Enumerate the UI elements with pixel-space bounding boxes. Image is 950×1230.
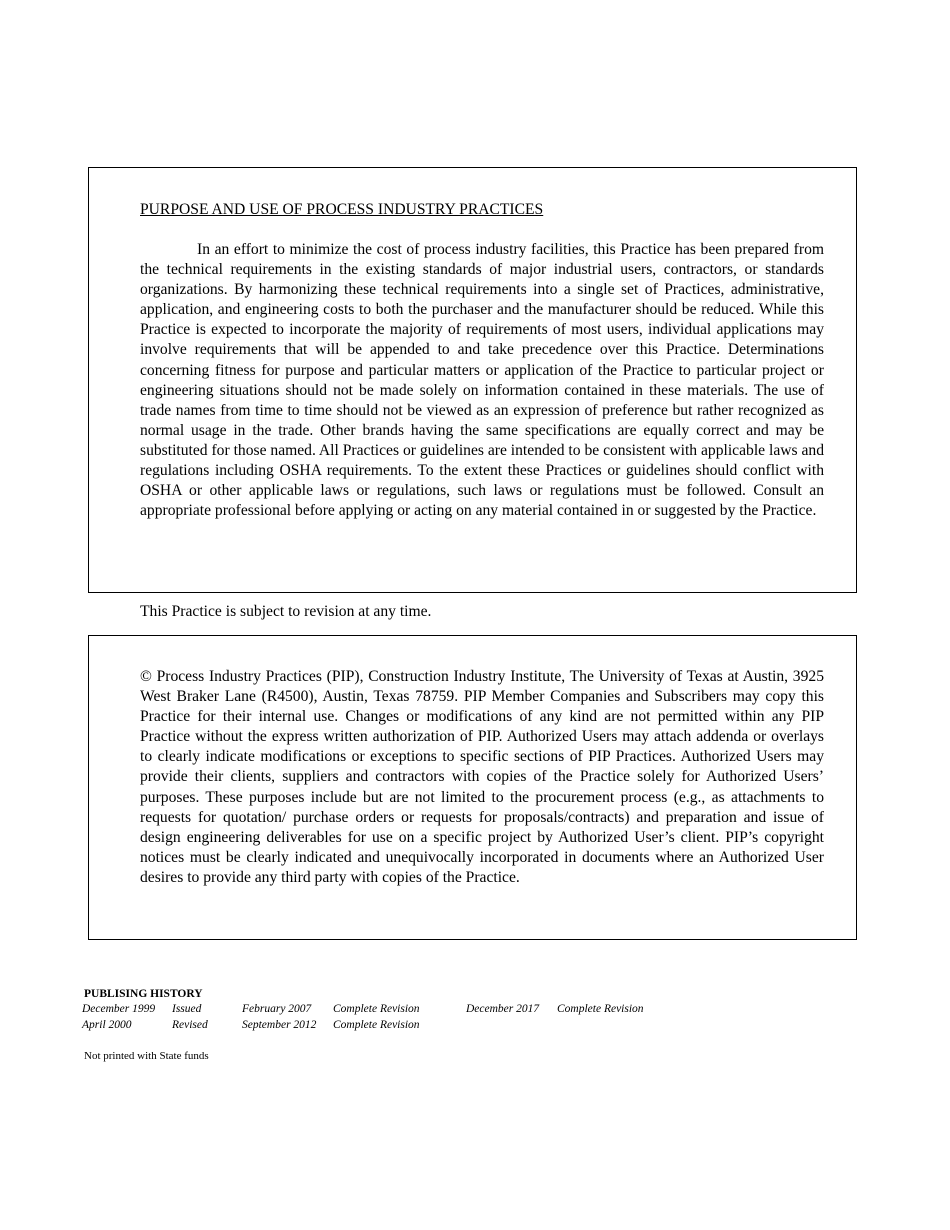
publishing-history-heading: PUBLISING HISTORY <box>84 988 203 1000</box>
history-action: Revised <box>172 1019 208 1031</box>
revision-note: This Practice is subject to revision at any time. <box>140 603 432 620</box>
history-action: Complete Revision <box>557 1003 644 1015</box>
history-date: December 2017 <box>466 1003 540 1015</box>
purpose-paragraph: In an effort to minimize the cost of process industry facilities, this Practice has been prepared from the technical requirements in the existing standards of major industrial users, contractors, or standards organizations. By harmonizing these technical requirements into a single set of Practices, administrative, application, and engineering costs to both the purchaser and the manufacturer should be reduced. While this Practice is expected to incorporate the majority of requirements of most users, individual applications may involve requirements that will be appended to and take precedence over this Practice. Determinations concerning fitness for purpose and particular matters or application of the Practice to particular project or engineering situations should not be made solely on information contained in these materials. The use of trade names from time to time should not be viewed as an expression of preference but rather recognized as normal usage in the trade. Other brands having the same specifications are equally correct and may be substituted for those named. All Practices or guidelines are intended to be consistent with applicable laws and regulations including OSHA requirements. To the extent these Practices or guidelines should conflict with OSHA or other applicable laws or regulations, such laws or regulations must be followed. Consult an appropriate professional before applying or acting on any material contained in or suggested by the Practice. <box>140 241 824 520</box>
history-date: April 2000 <box>82 1019 132 1031</box>
history-date: February 2007 <box>242 1003 312 1015</box>
purpose-title: PURPOSE AND USE OF PROCESS INDUSTRY PRACTICES <box>140 201 544 218</box>
history-action: Complete Revision <box>333 1019 420 1031</box>
history-date: December 1999 <box>82 1003 156 1015</box>
purpose-box <box>88 167 857 593</box>
copyright-box <box>88 635 857 940</box>
footnote: Not printed with State funds <box>84 1050 209 1062</box>
history-action: Complete Revision <box>333 1003 420 1015</box>
history-action: Issued <box>172 1003 202 1015</box>
history-date: September 2012 <box>242 1019 317 1031</box>
copyright-paragraph: © Process Industry Practices (PIP), Construction Industry Institute, The University of Texas at Austin, 3925 West Braker Lane (R4500), Austin, Texas 78759. PIP Member Companies and Subscribers may copy this Practice for their internal use. Changes or modifications of any kind are not permitted within any PIP Practice without the express written authorization of PIP. Authorized Users may attach addenda or overlays to clearly indicate modifications or exceptions to specific sections of PIP Practices. Authorized Users may provide their clients, suppliers and contractors with copies of the Practice solely for Authorized Users’ purposes. These purposes include but are not limited to the procurement process (e.g., as attachments to requests for quotation/ purchase orders or requests for proposals/contracts) and preparation and issue of design engineering deliverables for use on a specific project by Authorized User’s client. PIP’s copyright notices must be clearly indicated and unequivocally incorporated in documents where an Authorized User desires to provide any third party with copies of the Practice. <box>140 668 824 886</box>
